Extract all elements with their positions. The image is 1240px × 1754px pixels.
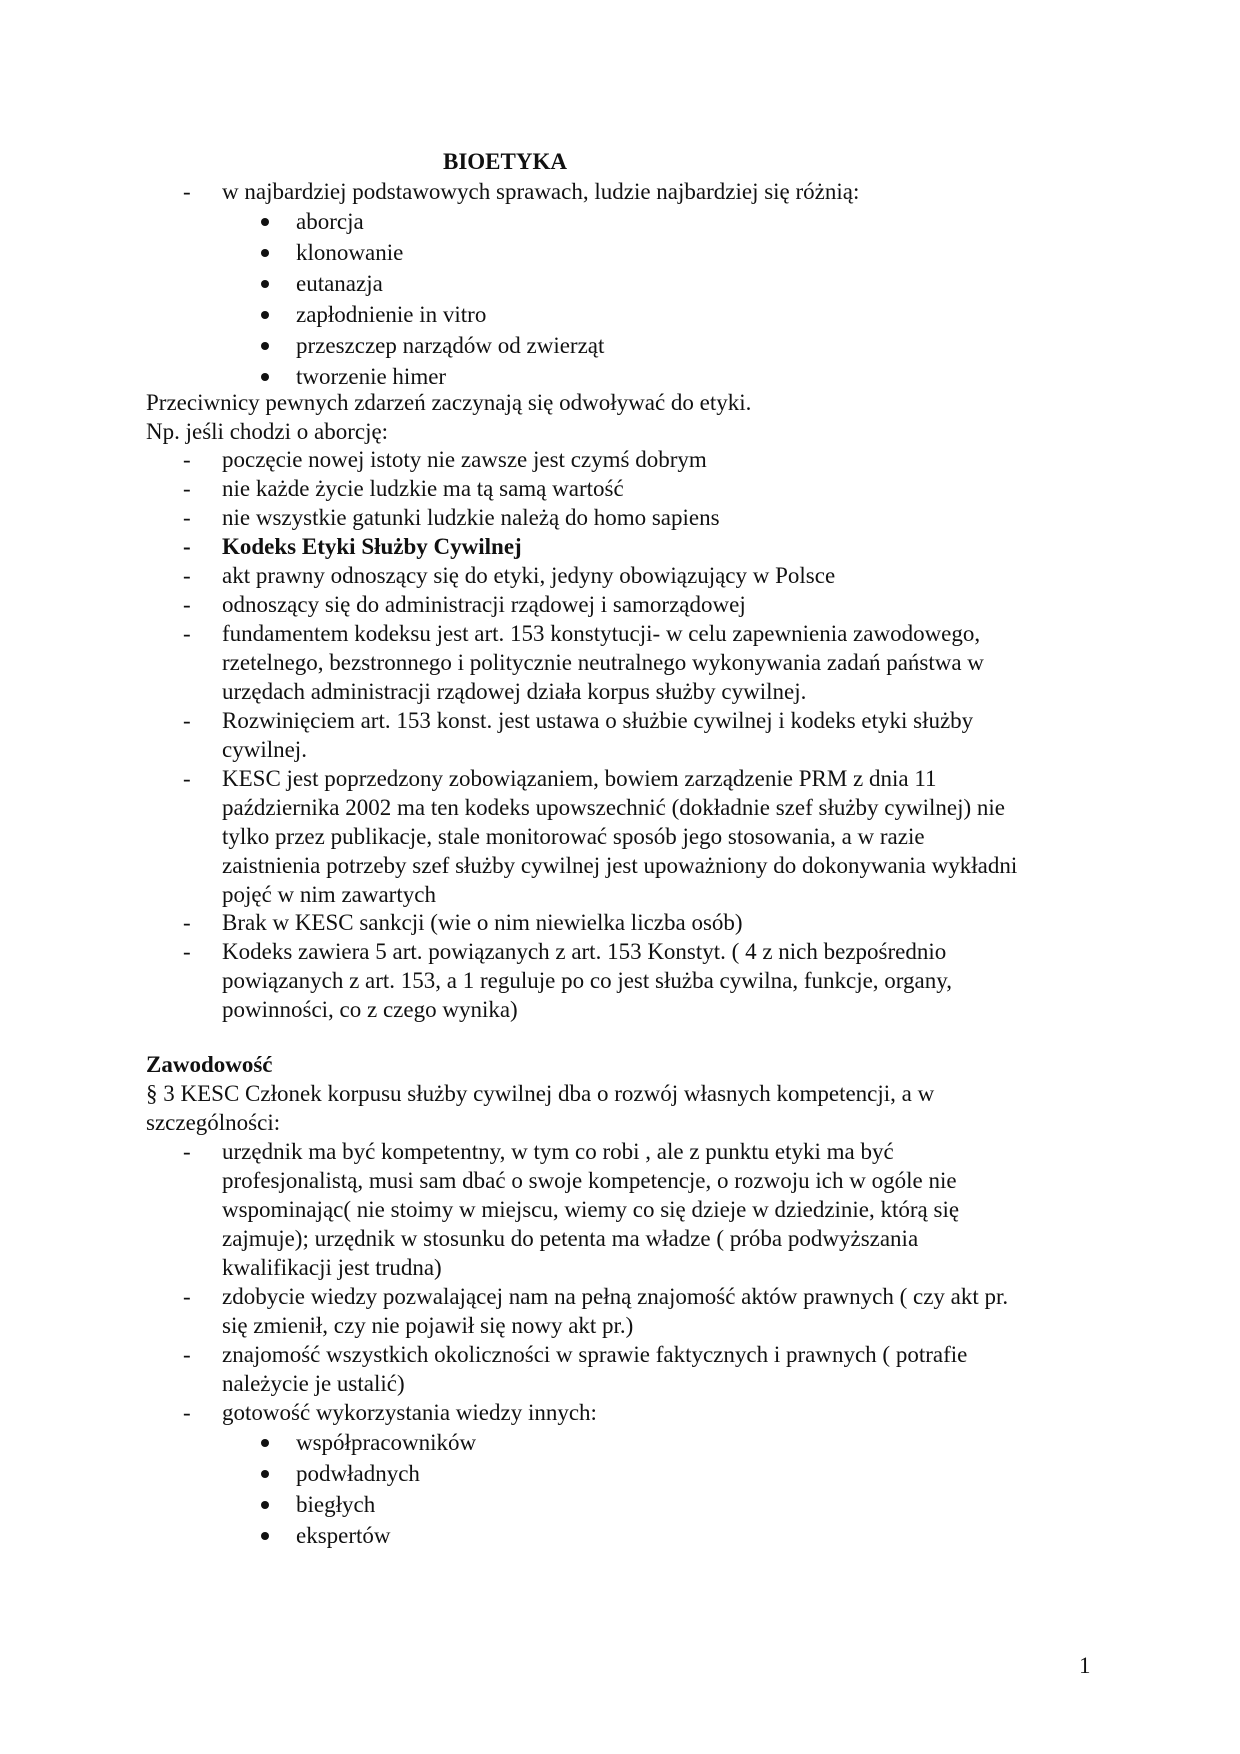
dash-bullet: - [183, 505, 191, 530]
list-item-line: fundamentem kodeksu jest art. 153 konstytucji- w celu zapewnienia zawodowego, [222, 621, 981, 646]
topic-item: tworzenie himer [296, 364, 447, 389]
dash-bullet: - [183, 939, 191, 964]
list-item-line: powinności, co z czego wynika) [222, 997, 518, 1022]
bullet-dot-icon [261, 280, 269, 288]
dash-bullet: - [183, 766, 191, 791]
list-item: nie każde życie ludzkie ma tą samą wartość [222, 476, 624, 501]
list-item-line: urzędnik ma być kompetentny, w tym co robi , ale z punktu etyki ma być [222, 1139, 894, 1164]
list-item-line: wspominając( nie stoimy w miejscu, wiemy co się dzieje w dziedzinie, którą się [222, 1197, 960, 1222]
section-heading: Zawodowość [146, 1052, 273, 1077]
list-item-line: rzetelnego, bezstronnego i politycznie neutralnego wykonywania zadań państwa w [222, 650, 984, 675]
dash-bullet: - [183, 1342, 191, 1367]
list-item-line: profesjonalistą, musi sam dbać o swoje kompetencje, o rozwoju ich w ogóle nie [222, 1168, 957, 1193]
paragraph-line: § 3 KESC Członek korpusu służby cywilnej dba o rozwój własnych kompetencji, a w [146, 1081, 935, 1106]
topic-item: przeszczep narządów od zwierząt [296, 333, 605, 358]
list-item: odnoszący się do administracji rządowej i samorządowej [222, 592, 746, 617]
paragraph: Przeciwnicy pewnych zdarzeń zaczynają się odwoływać do etyki. [146, 390, 752, 415]
dash-bullet: - [183, 708, 191, 733]
other-item: biegłych [296, 1492, 376, 1517]
topic-item: zapłodnienie in vitro [296, 302, 487, 327]
dash-bullet: - [183, 534, 191, 559]
list-item: akt prawny odnoszący się do etyki, jedyny obowiązujący w Polsce [222, 563, 836, 588]
list-item-line: Kodeks zawiera 5 art. powiązanych z art. 153 Konstyt. ( 4 z nich bezpośrednio [222, 939, 947, 964]
other-item: podwładnych [296, 1461, 420, 1486]
bullet-dot-icon [261, 218, 269, 226]
bullet-dot-icon [261, 373, 269, 381]
list-item-line: tylko przez publikacje, stale monitorować sposób jego stosowania, a w razie [222, 824, 925, 849]
topic-item: eutanazja [296, 271, 383, 296]
other-item: ekspertów [296, 1523, 391, 1548]
bullet-dot-icon [261, 342, 269, 350]
bullet-dot-icon [261, 311, 269, 319]
dash-bullet: - [183, 476, 191, 501]
list-item-line: zaistnienia potrzeby szef służby cywilnej jest upoważniony do dokonywania wykładni [222, 853, 1018, 878]
list-item: nie wszystkie gatunki ludzkie należą do homo sapiens [222, 505, 720, 530]
bullet-dot-icon [261, 249, 269, 257]
list-item: Brak w KESC sankcji (wie o nim niewielka liczba osób) [222, 910, 743, 935]
list-item-line: zajmuje); urzędnik w stosunku do petenta ma władze ( próba podwyższania [222, 1226, 919, 1251]
list-item-line: urzędach administracji rządowej działa korpus służby cywilnej. [222, 679, 807, 704]
dash-bullet: - [183, 1139, 191, 1164]
bullet-dot-icon [261, 1532, 269, 1540]
bullet-dot-icon [261, 1501, 269, 1509]
list-item-line: pojęć w nim zawartych [222, 882, 436, 907]
list-item-line: Rozwinięciem art. 153 konst. jest ustawa o służbie cywilnej i kodeks etyki służby [222, 708, 974, 733]
dash-bullet: - [183, 563, 191, 588]
document-title: BIOETYKA [443, 149, 567, 174]
dash-bullet: - [183, 592, 191, 617]
dash-bullet: - [183, 179, 191, 204]
list-item-line: znajomość wszystkich okoliczności w sprawie faktycznych i prawnych ( potrafie [222, 1342, 968, 1367]
paragraph-line: szczególności: [146, 1110, 281, 1135]
list-item: poczęcie nowej istoty nie zawsze jest czymś dobrym [222, 447, 707, 472]
list-item-line: KESC jest poprzedzony zobowiązaniem, bowiem zarządzenie PRM z dnia 11 [222, 766, 937, 791]
list-item-line: należycie je ustalić) [222, 1371, 405, 1396]
list-item-line: powiązanych z art. 153, a 1 reguluje po co jest służba cywilna, funkcje, organy, [222, 968, 953, 993]
section-heading: Kodeks Etyki Służby Cywilnej [222, 534, 522, 559]
list-item: w najbardziej podstawowych sprawach, ludzie najbardziej się różnią: [222, 179, 860, 204]
list-item-line: cywilnej. [222, 737, 307, 762]
dash-bullet: - [183, 447, 191, 472]
paragraph: Np. jeśli chodzi o aborcję: [146, 419, 389, 444]
dash-bullet: - [183, 621, 191, 646]
dash-bullet: - [183, 1400, 191, 1425]
list-item-line: zdobycie wiedzy pozwalającej nam na pełną znajomość aktów prawnych ( czy akt pr. [222, 1284, 1009, 1309]
list-item-line: się zmienił, czy nie pojawił się nowy akt pr.) [222, 1313, 634, 1338]
list-item: gotowość wykorzystania wiedzy innych: [222, 1400, 597, 1425]
bullet-dot-icon [261, 1470, 269, 1478]
list-item-line: kwalifikacji jest trudna) [222, 1255, 442, 1280]
bullet-dot-icon [261, 1439, 269, 1447]
dash-bullet: - [183, 910, 191, 935]
topic-item: klonowanie [296, 240, 404, 265]
topic-item: aborcja [296, 209, 364, 234]
other-item: współpracowników [296, 1430, 477, 1455]
dash-bullet: - [183, 1284, 191, 1309]
list-item-line: października 2002 ma ten kodeks upowszechnić (dokładnie szef służby cywilnej) nie [222, 795, 1006, 820]
page-number: 1 [1079, 1653, 1091, 1678]
